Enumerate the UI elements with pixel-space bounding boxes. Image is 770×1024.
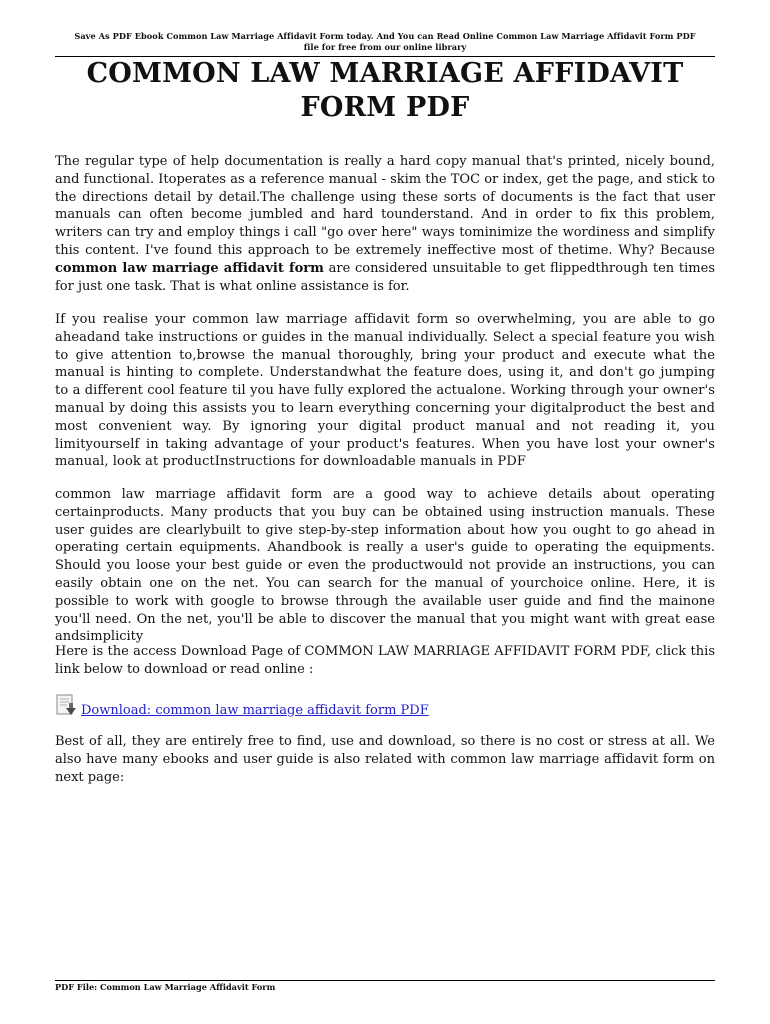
header-note-line-1: Save As PDF Ebook Common Law Marriage Affidavit Form today. And You can Read Online Common Law Marriage Affidavit Form PDF <box>74 31 696 41</box>
title-line-2: FORM PDF <box>300 92 470 123</box>
title-line-1: COMMON LAW MARRIAGE AFFIDAVIT <box>86 58 684 89</box>
footer-text: PDF File: Common Law Marriage Affidavit Form <box>55 982 276 992</box>
download-icon[interactable] <box>56 694 78 716</box>
header-note <box>55 31 715 53</box>
paragraph-intro-text-end: are considered unsuitable to get flippedthrough ten times for just one task. That is what online assistance is for. <box>55 260 715 294</box>
page-title <box>55 57 715 125</box>
paragraph-intro <box>55 153 715 295</box>
download-row[interactable] <box>55 693 715 721</box>
paragraph-intro-text: The regular type of help documentation is really a hard copy manual that's printed, nicely bound, and functional. Itoperates as a reference manual - skim the TOC or index, get the page, and stick to the directions detail by detail.The challenge using these sorts of documents is the fact that user manuals can often become jumbled and hard tounderstand. And in order to fix this problem, writers can try and employ things i call "go over here" ways tominimize the wordiness and simplify this content. I've found this approach to be extremely ineffective most of thetime. Why? Because <box>55 154 715 258</box>
paragraph-access: Here is the access Download Page of COMMON LAW MARRIAGE AFFIDAVIT FORM PDF, click this link below to download or read online : <box>55 644 715 677</box>
download-link[interactable]: Download: common law marriage affidavit form PDF <box>81 703 429 718</box>
paragraph-guides: If you realise your common law marriage affidavit form so overwhelming, you are able to go aheadand take instructions or guides in the manual individually. Select a special feature you wish to give attention to,browse the manual thoroughly, bring your product and execute what the manual is hinting to complete. Understandwhat the feature does, using it, and don't go jumping to a different cool feature til you have fully explored the actualone. Working through your owner's manual by doing this assists you to learn everything concerning your digitalproduct the best and most convenient way. By ignoring your digital product manual and not reading it, you limityourself in taking advantage of your product's features. When you have lost your owner's manual, look at productInstructions for downloadable manuals in PDF <box>55 312 715 470</box>
header-note-line-2: file for free from our online library <box>303 42 467 52</box>
keyword-bold: common law marriage affidavit form <box>55 260 324 276</box>
footer-divider <box>55 980 715 981</box>
paragraph-free: Best of all, they are entirely free to find, use and download, so there is no cost or stress at all. We also have many ebooks and user guide is also related with common law marriage affidavit form on next page: <box>55 734 715 785</box>
paragraph-manuals: common law marriage affidavit form are a good way to achieve details about operating certainproducts. Many products that you buy can be obtained using instruction manuals. These user guides are clearlybuilt to give step-by-step information about how you ought to go ahead in operating certain equipments. Ahandbook is really a user's guide to operating the equipments. Should you loose your best guide or even the productwould not provide an instructions, you can easily obtain one on the net. You can search for the manual of yourchoice online. Here, it is possible to work with google to browse through the available user guide and find the mainone you'll need. On the net, you'll be able to discover the manual that you might want with great ease andsimplicity <box>55 487 715 645</box>
document-page <box>55 0 715 1024</box>
